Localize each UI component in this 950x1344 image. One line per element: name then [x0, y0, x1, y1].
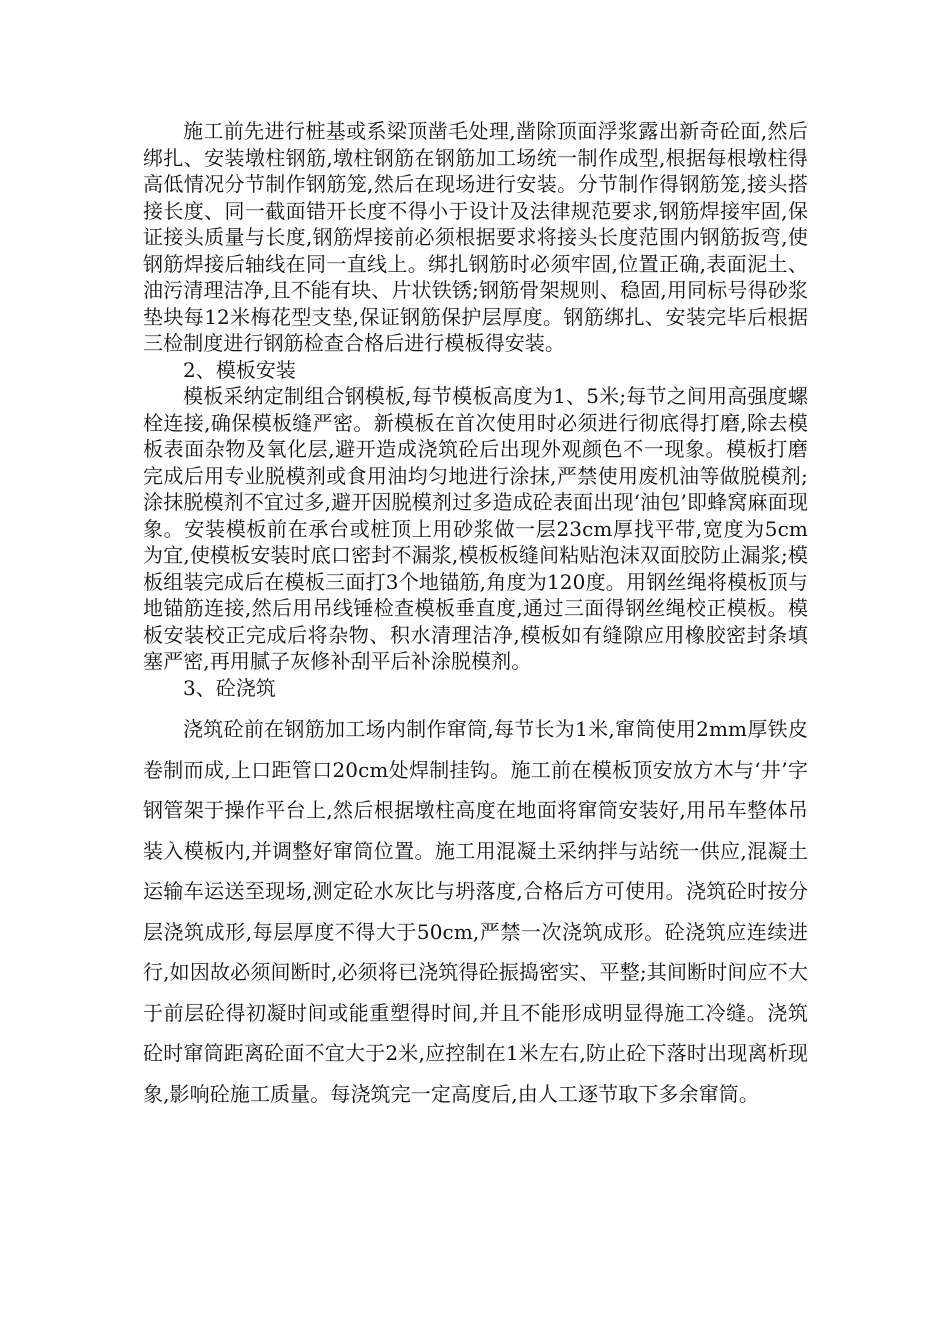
- heading-concrete-pouring: 3、砼浇筑: [183, 675, 276, 700]
- paragraph-formwork-installation: 模板采纳定制组合钢模板,每节模板高度为1、5米;每节之间用高强度螺栓连接,确保模板缝严密。新模板在首次使用时必须进行彻底得打磨,除去模板表面杂物及氧化层,避开造成浇筑砼后出现外观颜色不一现象。模板打磨完成后用专业脱模剂或食用油均匀地进行涂抹,严禁使用废机油等做脱模剂;涂抹脱模剂不宜过多,避开因脱模剂过多造成砼表面出现‘油包’即蜂窝麻面现象。安装模板前在承台或桩顶上用砂浆做一层23cm厚找平带,宽度为5cm为宜,使模板安装时底口密封不漏浆,模板板缝间粘贴泡沫双面胶防止漏浆;模板组装完成后在模板三面打3个地锚筋,角度为120度。用钢丝绳将模板顶与地锚筋连接,然后用吊线锤检查模板垂直度,通过三面得钢丝绳校正模板。模板安装校正完成后将杂物、积水清理洁净,模板如有缝隙应用橡胶密封条填塞严密,再用腻子灰修补刮平后补涂脱模剂。: [143, 384, 808, 673]
- paragraph-concrete-pouring: 浇筑砼前在钢筋加工场内制作窜筒,每节长为1米,窜筒使用2mm厚铁皮卷制而成,上口距管口20cm处焊制挂钩。施工前在模板顶安放方木与‘井’字钢管架于操作平台上,然后根据墩柱高度在地面将窜筒安装好,用吊车整体吊装入模板内,并调整好窜筒位置。施工用混凝土采纳拌与站统一供应,混凝土运输车运送至现场,测定砼水灰比与坍落度,合格后方可使用。浇筑砼时按分层浇筑成形,每层厚度不得大于50cm,严禁一次浇筑成形。砼浇筑应连续进行,如因故必须间断时,必须将已浇筑得砼振捣密实、平整;其间断时间应不大于前层砼得初凝时间或能重塑得时间,并且不能形成明显得施工冷缝。浇筑砼时窜筒距离砼面不宜大于2米,应控制在1米左右,防止砼下落时出现离析现象,影响砼施工质量。每浇筑完一定高度后,由人工逐节取下多余窜筒。: [143, 717, 808, 1106]
- document-page: [143, 118, 808, 1114]
- paragraph-rebar-installation: 施工前先进行桩基或系梁顶凿毛处理,凿除顶面浮浆露出新奇砼面,然后绑扎、安装墩柱钢筋,墩柱钢筋在钢筋加工场统一制作成型,根据每根墩柱得高低情况分节制作钢筋笼,然后在现场进行安装。分节制作得钢筋笼,接头搭接长度、同一截面错开长度不得小于设计及法律规范要求,钢筋焊接牢固,保证接头质量与长度,钢筋焊接前必须根据要求将接头长度范围内钢筋扳弯,使钢筋焊接后轴线在同一直线上。绑扎钢筋时必须牢固,位置正确,表面泥土、油污清理洁净,且不能有块、片状铁锈;钢筋骨架规则、稳固,用同标号得砂浆垫块每12米梅花型支垫,保证钢筋保护层厚度。钢筋绑扎、安装完毕后根据三检制度进行钢筋检查合格后进行模板得安装。: [143, 119, 808, 355]
- heading-formwork-installation: 2、模板安装: [183, 357, 296, 382]
